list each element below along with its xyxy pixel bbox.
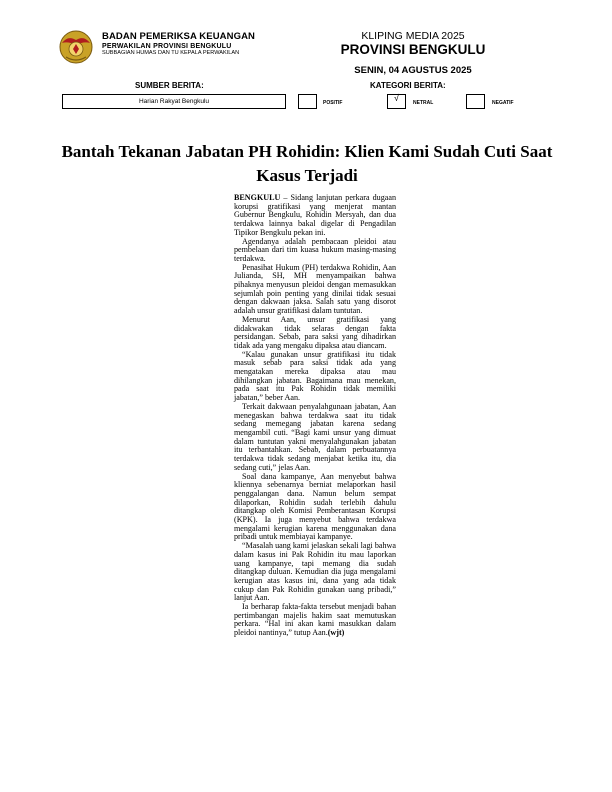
article-paragraph: Penasihat Hukum (PH) terdakwa Rohidin, Aan Julianda, SH, MH menyampaikan bahwa pihaknya menyusun pleidoi dengan memasukkan sejumlah poin penting yang dinilai tidak sesuai dengan dakwaan jaksa. Salah satu yang disorot adalah unsur gratifikasi dalam tuntutan. [234, 262, 396, 316]
check-mark-icon: √ [394, 93, 399, 103]
article-paragraph: Ia berharap fakta-fakta tersebut menjadi bahan pertimbangan majelis hakim saat memutuskan perkara. “Hal ini akan kami masukkan dalam pleidoi nantinya,” tutup Aan.(wjt) [234, 602, 396, 638]
author-signature: (wjt) [327, 628, 345, 638]
org-name: BADAN PEMERIKSA KEUANGAN [102, 31, 255, 42]
org-branch: PERWAKILAN PROVINSI BENGKULU [102, 42, 232, 50]
article-paragraph: BENGKULU – Sidang lanjutan perkara dugaan korupsi gratifikasi yang menjerat mantan Gubernur Bengkulu, Rohidin Mersyah, dan dua terdakwa lainnya bakal digelar di Pengadilan Tipikor Bengkulu pekan ini. [234, 193, 396, 237]
kliping-heading: KLIPING MEDIA 2025 [361, 30, 465, 42]
article-dateline: BENGKULU [234, 193, 281, 202]
article-paragraph: Terkait dakwaan penyalahgunaan jabatan, Aan menegaskan bahwa terdakwa saat itu tidak sedang memegang jabatan karena sedang mengambil cuti. “Bagi kami unsur yang dimuat dalam tuntutan yakni menyalahgunakan jabatan itu terbantahkan. Sebab, dalam perbuatannya terdakwa tidak sedang menjabat ketika itu, dia sedang cuti,” jelas Aan. [234, 401, 396, 472]
article-paragraph: “Masalah uang kami jelaskan sekali lagi bahwa dalam kasus ini Pak Rohidin itu mau laporkan uang kampanye, tapi memang dia sudah ditangkap duluan. Kemudian dia juga mengalami kerugian atas kasus ini, dana yang ada tidak cukup dan Pak Rohidin gunakan uang pribadi,” lanjut Aan. [234, 541, 396, 603]
source-field: Harian Rakyat Bengkulu [62, 94, 286, 109]
publication-date: SENIN, 04 AGUSTUS 2025 [354, 65, 472, 76]
negatif-label: NEGATIF [492, 100, 514, 106]
netral-label: NETRAL [413, 100, 434, 106]
bpk-emblem-logo [58, 29, 94, 65]
article-paragraph: Menurut Aan, unsur gratifikasi yang didakwakan tidak selaras dengan fakta persidangan. Sebab, para saksi yang dihadirkan tidak ada yang mengaku dipaksa atau diancam. [234, 314, 396, 350]
article-title: Bantah Tekanan Jabatan PH Rohidin: Klien Kami Sudah Cuti Saat Kasus Terjadi [61, 142, 553, 185]
positif-checkbox [298, 94, 317, 109]
article-paragraph: Agendanya adalah pembacaan pleidoi atau pembelaan dari tim kuasa hukum masing-masing terdakwa. [234, 236, 396, 263]
category-label: KATEGORI BERITA: [370, 81, 446, 90]
province-heading: PROVINSI BENGKULU [340, 42, 486, 57]
article-body [234, 194, 396, 638]
source-label: SUMBER BERITA: [135, 81, 204, 90]
org-unit: SUBBAGIAN HUMAS DAN TU KEPALA PERWAKILAN [102, 49, 240, 56]
positif-label: POSITIF [323, 100, 343, 106]
organization-block [102, 32, 255, 56]
negatif-checkbox [466, 94, 485, 109]
article-paragraph: Soal dana kampanye, Aan menyebut bahwa kliennya sebenarnya berniat melaporkan hasil penggalangan dana. Namun belum sempat dilaporkan, Rohidin sudah terlebih dahulu ditangkap oleh Komisi Pemberantasan Korupsi (KPK). Ia juga menyebut bahwa terdakwa mengalami kerugian karena menggunakan dana pribadi untuk membiayai kampanye. [234, 471, 396, 542]
article-paragraph: “Kalau gunakan unsur gratifikasi itu tidak masuk sebab para saksi tidak ada yang mengatakan mereka dipaksa atau mau dihilangkan jabatan. Bagaimana mau menekan, pada saat itu Pak Rohidin tidak memiliki jabatan,” beber Aan. [234, 349, 396, 403]
